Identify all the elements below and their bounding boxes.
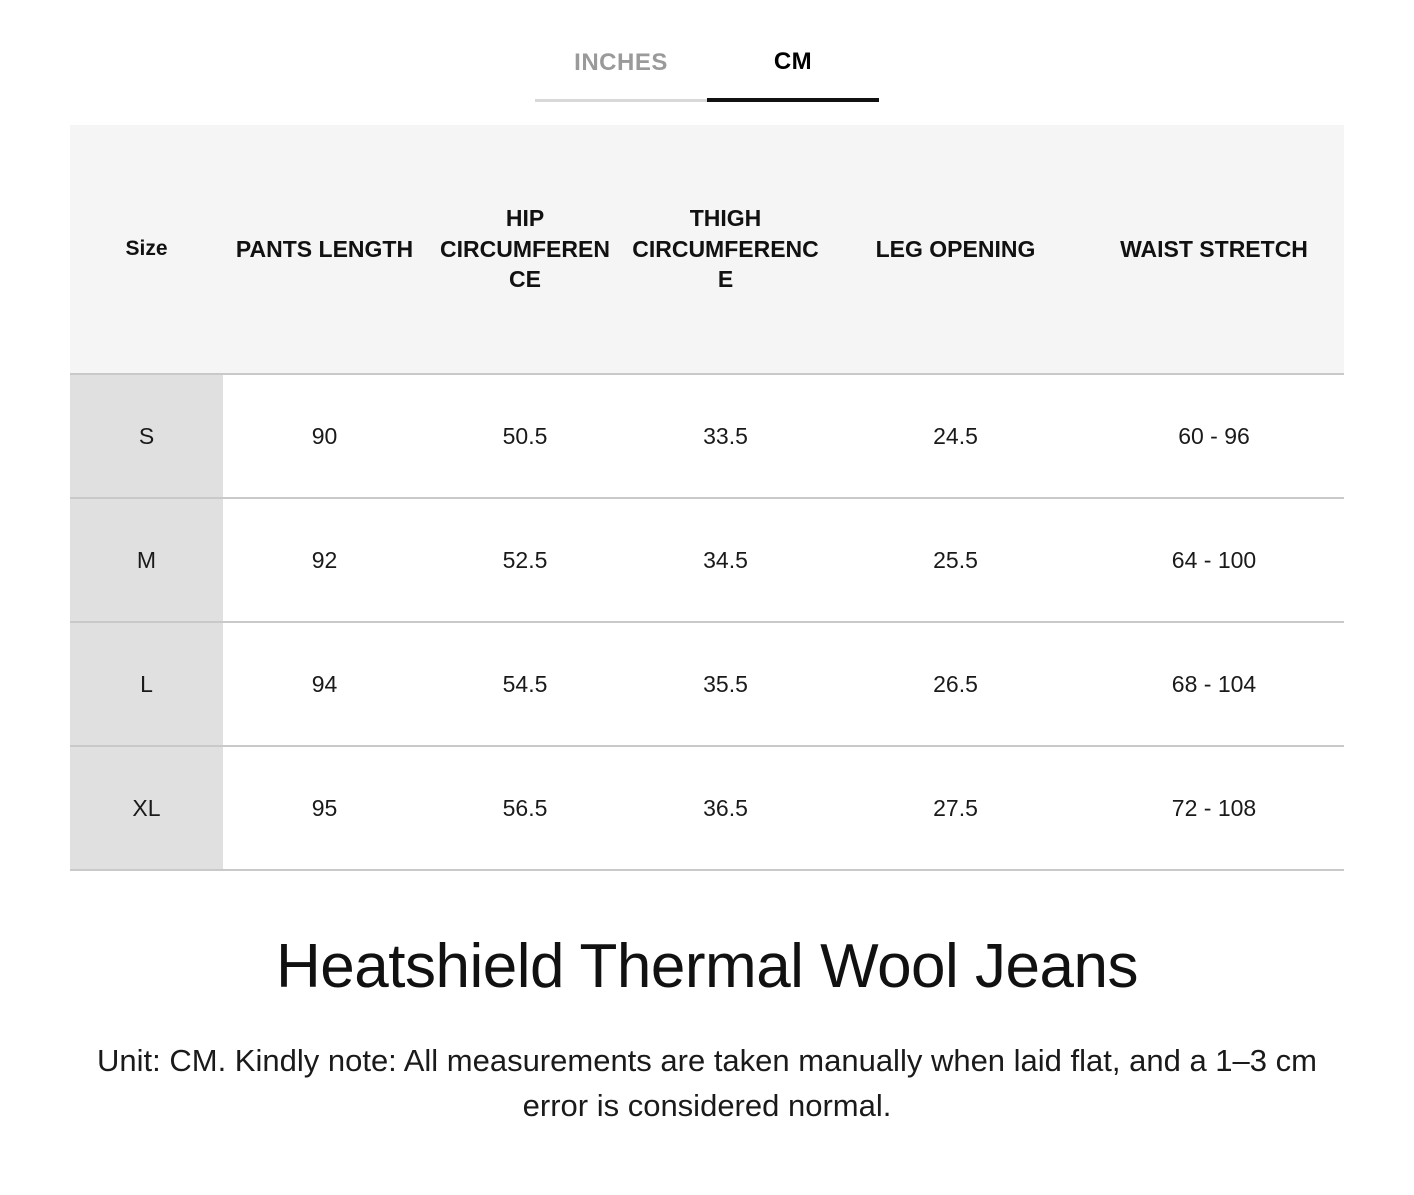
table-cell-waist-stretch: 72 - 108	[1084, 746, 1344, 870]
table-header	[70, 125, 1344, 374]
table-cell-pants-length: 92	[223, 498, 426, 622]
table-body	[70, 374, 1344, 870]
measurement-note: Unit: CM. Kindly note: All measurements are taken manually when laid flat, and a 1–3 cm error is considered normal.	[97, 1043, 1317, 1124]
table-header-size: Size	[70, 125, 223, 374]
table-header-waist-stretch: WAIST STRETCH	[1084, 125, 1344, 374]
table-header-thigh-circumference: THIGH CIRCUMFERENCE	[624, 125, 827, 374]
table-cell-waist-stretch: 60 - 96	[1084, 374, 1344, 498]
unit-toggle	[0, 0, 1414, 102]
table-cell-thigh-circumference: 36.5	[624, 746, 827, 870]
table-cell-thigh-circumference: 35.5	[624, 622, 827, 746]
tab-inches[interactable]: INCHES	[535, 49, 707, 102]
size-table	[70, 125, 1344, 871]
size-table-container	[70, 125, 1344, 871]
page-title: Heatshield Thermal Wool Jeans	[276, 932, 1138, 1001]
table-header-pants-length: PANTS LENGTH	[223, 125, 426, 374]
table-cell-size: XL	[70, 746, 223, 870]
table-cell-hip-circumference: 54.5	[426, 622, 624, 746]
table-header-hip-circumference: HIP CIRCUMFERENCE	[426, 125, 624, 374]
table-cell-size: M	[70, 498, 223, 622]
table-row	[70, 746, 1344, 870]
table-cell-leg-opening: 27.5	[827, 746, 1084, 870]
table-cell-pants-length: 90	[223, 374, 426, 498]
table-cell-leg-opening: 25.5	[827, 498, 1084, 622]
table-cell-thigh-circumference: 34.5	[624, 498, 827, 622]
table-cell-size: S	[70, 374, 223, 498]
table-row	[70, 622, 1344, 746]
table-header-row	[70, 125, 1344, 374]
table-cell-hip-circumference: 50.5	[426, 374, 624, 498]
table-row	[70, 498, 1344, 622]
table-cell-leg-opening: 26.5	[827, 622, 1084, 746]
table-row	[70, 374, 1344, 498]
table-cell-waist-stretch: 68 - 104	[1084, 622, 1344, 746]
table-cell-thigh-circumference: 33.5	[624, 374, 827, 498]
table-cell-leg-opening: 24.5	[827, 374, 1084, 498]
table-cell-hip-circumference: 52.5	[426, 498, 624, 622]
table-header-leg-opening: LEG OPENING	[827, 125, 1084, 374]
table-cell-pants-length: 95	[223, 746, 426, 870]
table-cell-hip-circumference: 56.5	[426, 746, 624, 870]
tab-cm[interactable]: CM	[707, 48, 879, 102]
table-cell-pants-length: 94	[223, 622, 426, 746]
table-cell-size: L	[70, 622, 223, 746]
table-cell-waist-stretch: 64 - 100	[1084, 498, 1344, 622]
